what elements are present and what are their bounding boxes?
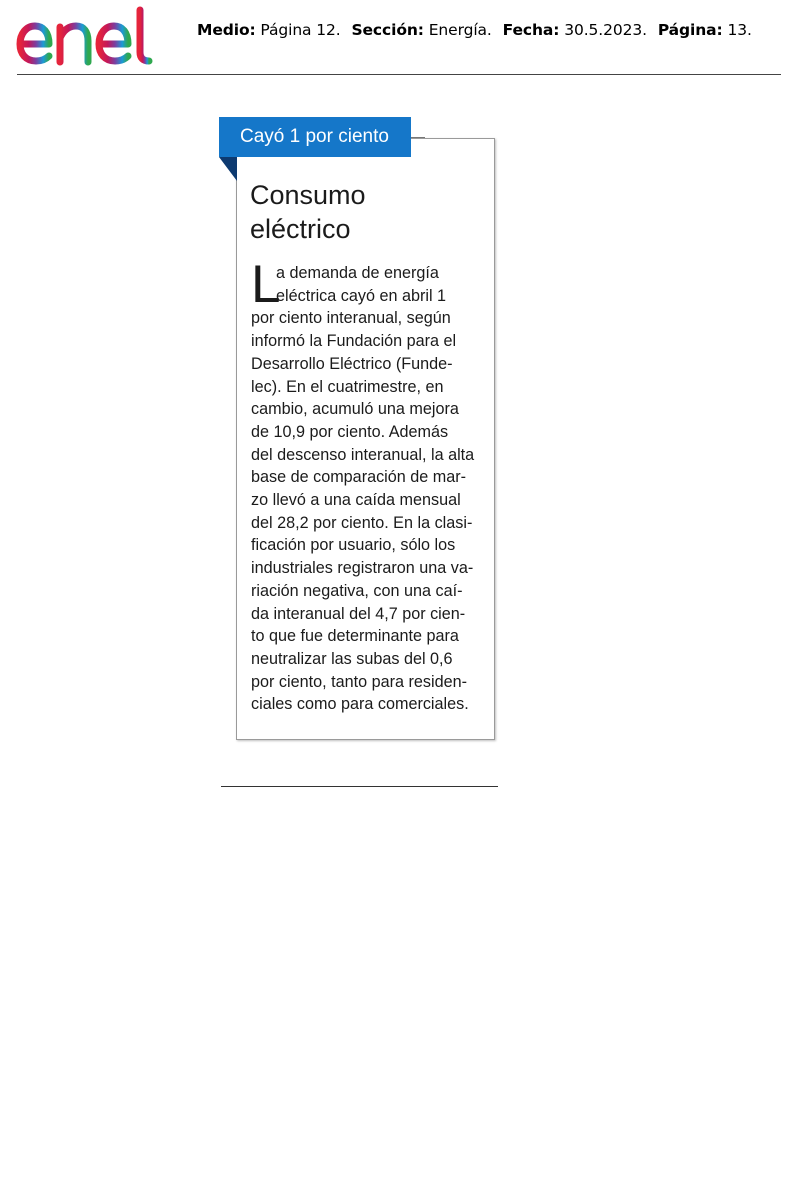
body-line: neutralizar las subas del 0,6 — [251, 649, 453, 668]
pagina-value: 13. — [727, 21, 752, 39]
headline-line-2: eléctrico — [250, 214, 351, 244]
headline-line-1: Consumo — [250, 180, 366, 210]
body-line: cambio, acumuló una mejora — [251, 400, 459, 419]
body-line: del 28,2 por ciento. En la clasi- — [251, 513, 473, 532]
fecha-value: 30.5.2023. — [564, 21, 647, 39]
body-line: base de comparación de mar- — [251, 468, 467, 487]
body-line: ficación por usuario, sólo los — [251, 536, 456, 555]
body-line: a demanda de energía — [276, 264, 439, 282]
body-line: por ciento, tanto para residen- — [251, 672, 467, 691]
medio-label: Medio: — [197, 21, 256, 39]
fecha-label: Fecha: — [502, 21, 560, 39]
body-line: informó la Fundación para el — [251, 332, 457, 351]
body-line: to que fue determinante para — [251, 627, 459, 646]
body-line: lec). En el cuatrimestre, en — [251, 377, 444, 396]
seccion-label: Sección: — [351, 21, 424, 39]
body-line: industriales registraron una va- — [251, 559, 474, 578]
body-line: del descenso interanual, la alta — [251, 445, 475, 464]
enel-logo — [15, 4, 180, 68]
seccion-value: Energía. — [428, 21, 492, 39]
article-headline — [250, 178, 485, 246]
body-line: por ciento interanual, según — [251, 309, 451, 328]
body-line: eléctrica cayó en abril 1 — [276, 286, 447, 305]
body-line: de 10,9 por ciento. Además — [251, 422, 449, 441]
article-body — [251, 255, 486, 716]
body-line: zo llevó a una caída mensual — [251, 491, 461, 510]
tag-fold — [219, 157, 237, 181]
header-divider — [17, 74, 781, 75]
medio-value: Página 12. — [260, 21, 341, 39]
clipping-metadata — [197, 21, 752, 39]
body-line: da interanual del 4,7 por cien- — [251, 604, 466, 623]
tag-connector-line — [411, 137, 425, 138]
article-kicker-tag: Cayó 1 por ciento — [219, 117, 411, 157]
body-line: riación negativa, con una caí- — [251, 581, 463, 600]
drop-cap: L — [251, 255, 281, 314]
body-line: Desarrollo Eléctrico (Funde- — [251, 354, 453, 373]
body-line: ciales como para comerciales. — [251, 695, 469, 714]
pagina-label: Página: — [657, 21, 723, 39]
article-bottom-divider — [221, 786, 498, 787]
